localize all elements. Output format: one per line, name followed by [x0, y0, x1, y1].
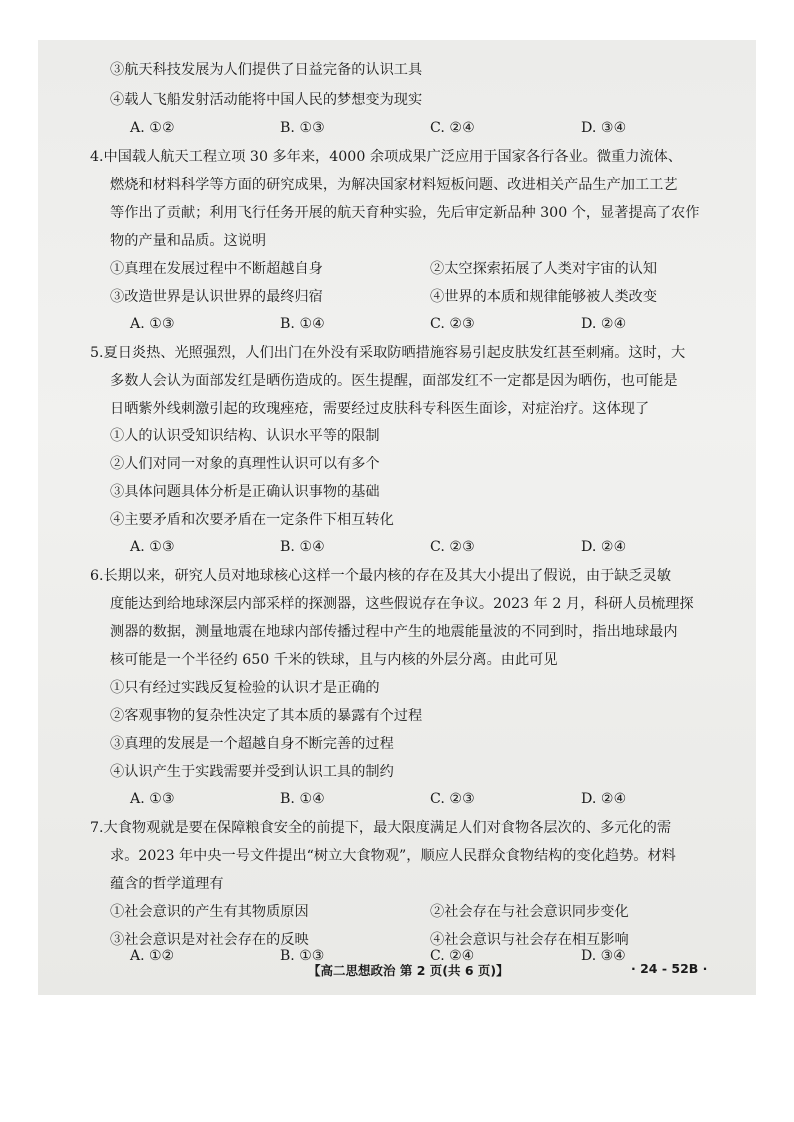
q6-stem-line-2: 度能达到给地球深层内部采样的探测器，这些假说存在争议。2023 年 2 月，科研人员梳理探	[110, 596, 694, 612]
q7-statement-1: ①社会意识的产生有其物质原因	[110, 904, 309, 920]
q5-stem-line-2: 多数人会认为面部发红是晒伤造成的。医生提醒，面部发红不一定都是因为晒伤，也可能是	[110, 373, 678, 389]
q6-statement-2: ②客观事物的复杂性决定了其本质的暴露有个过程	[110, 708, 423, 724]
prev-question-option-a: A. ①②	[130, 120, 175, 136]
q5-option-b: B. ①④	[280, 539, 325, 555]
q4-stem-line-3: 等作出了贡献；利用飞行任务开展的航天育种实验，先后审定新品种 300 个，显著提高了农作	[110, 205, 700, 221]
page-footer-label: 【高二思想政治 第 2 页(共 6 页)】	[308, 963, 509, 978]
q4-stem-line-2: 燃烧和材料科学等方面的研究成果，为解决国家材料短板问题、改进相关产品生产加工工艺	[110, 177, 678, 193]
q5-option-c: C. ②③	[430, 539, 475, 555]
q5-option-a: A. ①③	[130, 539, 175, 555]
q6-stem-line-1: 6.长期以来，研究人员对地球核心这样一个最内核的存在及其大小提出了假说，由于缺乏灵敏	[90, 568, 672, 584]
q6-stem-line-3: 测器的数据，测量地震在地球内部传播过程中产生的地震能量波的不同到时，指出地球最内	[110, 624, 678, 640]
q5-statement-4: ④主要矛盾和次要矛盾在一定条件下相互转化	[110, 512, 394, 528]
prev-question-option-b: B. ①③	[280, 120, 325, 136]
prev-question-statement-3: ③航天科技发展为人们提供了日益完备的认识工具	[110, 62, 423, 78]
prev-question-statement-4: ④载人飞船发射活动能将中国人民的梦想变为现实	[110, 92, 423, 108]
q7-stem-line-2: 求。2023 年中央一号文件提出“树立大食物观”，顺应人民群众食物结构的变化趋势。材料	[110, 848, 676, 864]
q4-statement-1: ①真理在发展过程中不断超越自身	[110, 261, 323, 277]
q5-stem-line-1: 5.夏日炎热、光照强烈，人们出门在外没有采取防晒措施容易引起皮肤发红甚至刺痛。这时，大	[90, 345, 686, 361]
q4-stem-line-1: 4.中国载人航天工程立项 30 多年来，4000 余项成果广泛应用于国家各行各业。微重力流体、	[90, 149, 682, 165]
q7-statement-4: ④社会意识与社会存在相互影响	[430, 932, 629, 948]
q6-statement-1: ①只有经过实践反复检验的认识才是正确的	[110, 680, 380, 696]
prev-question-option-d: D. ③④	[581, 120, 627, 136]
q4-statement-4: ④世界的本质和规律能够被人类改变	[430, 289, 658, 305]
q4-option-c: C. ②③	[430, 316, 475, 332]
q7-option-a: A. ①②	[130, 948, 175, 964]
q5-statement-2: ②人们对同一对象的真理性认识可以有多个	[110, 456, 380, 472]
q7-option-d: D. ③④	[581, 948, 626, 964]
q7-statement-2: ②社会存在与社会意识同步变化	[430, 904, 629, 920]
q4-option-d: D. ②④	[581, 316, 627, 332]
prev-question-option-c: C. ②④	[430, 120, 475, 136]
q5-statement-3: ③具体问题具体分析是正确认识事物的基础	[110, 484, 380, 500]
q6-option-b: B. ①④	[280, 791, 325, 807]
q4-statement-2: ②太空探索拓展了人类对宇宙的认知	[430, 261, 658, 277]
q4-option-a: A. ①③	[130, 316, 175, 332]
q7-stem-line-3: 蕴含的哲学道理有	[110, 876, 224, 892]
q6-statement-4: ④认识产生于实践需要并受到认识工具的制约	[110, 764, 394, 780]
q4-option-b: B. ①④	[280, 316, 325, 332]
q5-option-d: D. ②④	[581, 539, 627, 555]
q6-option-d: D. ②④	[581, 791, 627, 807]
q7-stem-line-1: 7.大食物观就是要在保障粮食安全的前提下，最大限度满足人们对食物各层次的、多元化的需	[90, 820, 672, 836]
q5-stem-line-3: 日晒紫外线刺激引起的玫瑰痤疮，需要经过皮肤科专科医生面诊，对症治疗。这体现了	[110, 401, 650, 417]
q7-option-c: C. ②④	[430, 948, 475, 964]
q6-option-c: C. ②③	[430, 791, 475, 807]
scanned-exam-page	[38, 40, 756, 995]
q6-stem-line-4: 核可能是一个半径约 650 千米的铁球，且与内核的外层分离。由此可见	[110, 652, 558, 668]
q4-stem-line-4: 物的产量和品质。这说明	[110, 233, 267, 249]
q4-statement-3: ③改造世界是认识世界的最终归宿	[110, 289, 323, 305]
q6-option-a: A. ①③	[130, 791, 175, 807]
q7-statement-3: ③社会意识是对社会存在的反映	[110, 932, 309, 948]
page-code: · 24 - 52B ·	[631, 961, 708, 976]
q5-statement-1: ①人的认识受知识结构、认识水平等的限制	[110, 428, 380, 444]
q6-statement-3: ③真理的发展是一个超越自身不断完善的过程	[110, 736, 394, 752]
q7-option-b: B. ①③	[280, 948, 325, 964]
